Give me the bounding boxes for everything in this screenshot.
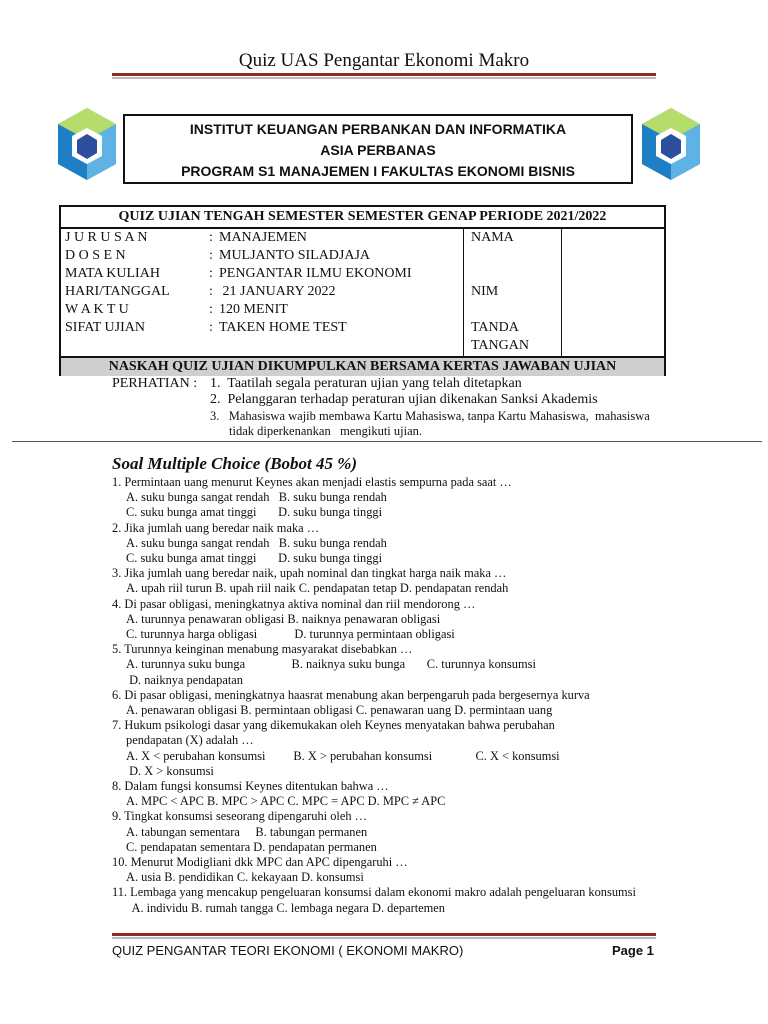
signature-field[interactable] (563, 319, 662, 355)
question-text: 4. Di pasar obligasi, meningkatnya aktiva nominal dan riil mendorong … (112, 596, 476, 611)
nama-label: NAMA (471, 230, 514, 245)
perhatian-item-3: 3. Mahasiswa wajib membawa Kartu Mahasiswa, tanpa Kartu Mahasiswa, mahasiswa (210, 409, 650, 423)
info-value-hari-tanggal: 21 JANUARY 2022 (219, 284, 336, 299)
institution-line-1: INSTITUT KEUANGAN PERBANKAN DAN INFORMATIKA (189, 121, 567, 137)
institution-logo-left (56, 106, 118, 182)
question-text: 2. Jika jumlah uang beredar naik maka … (112, 520, 320, 535)
question-text: 7. Hukum psikologi dasar yang dikemukakan oleh Keynes menyatakan bahwa perubahan (112, 718, 555, 733)
info-colon: : (209, 284, 213, 299)
answer-options: C. pendapatan sementara D. pendapatan permanen (126, 839, 377, 854)
info-label-jurusan: J U R U S A N (65, 230, 148, 245)
answer-options: C. suku bunga amat tinggi D. suku bunga tinggi (126, 505, 383, 520)
answer-options: A. usia B. pendidikan C. kekayaan D. konsumsi (126, 870, 364, 885)
question-text: 3. Jika jumlah uang beredar naik, upah nominal dan tingkat harga naik maka … (112, 566, 507, 581)
info-value-waktu: 120 MENIT (219, 302, 288, 317)
info-label-waktu: W A K T U (65, 302, 129, 317)
table-divider-1 (463, 229, 464, 356)
answer-options: A. turunnya penawaran obligasi B. naiknya penawaran obligasi (126, 611, 441, 626)
answer-options: A. X < perubahan konsumsi B. X > perubahan konsumsi C. X < konsumsi (126, 748, 560, 763)
info-label-mata-kuliah: MATA KULIAH (65, 266, 160, 281)
perhatian-item-1: 1. Taatilah segala peraturan ujian yang telah ditetapkan (210, 376, 522, 391)
institution-box (123, 114, 633, 184)
answer-options: A. upah riil turun B. upah riil naik C. pendapatan tetap D. pendapatan rendah (126, 581, 509, 596)
answer-options: pendapatan (X) adalah … (126, 733, 254, 748)
answer-options: A. suku bunga sangat rendah B. suku bunga rendah (126, 535, 387, 550)
info-value-mata-kuliah: PENGANTAR ILMU EKONOMI (219, 266, 412, 281)
question-text: 9. Tingkat konsumsi seseorang dipengaruhi oleh … (112, 809, 368, 824)
perhatian-label: PERHATIAN : (112, 376, 198, 391)
section-title: Soal Multiple Choice (Bobot 45 %) (112, 454, 358, 473)
info-label-sifat-ujian: SIFAT UJIAN (65, 320, 145, 335)
info-label-hari-tanggal: HARI/TANGGAL (65, 284, 170, 299)
nim-label: NIM (471, 284, 499, 299)
question-text: 6. Di pasar obligasi, meningkatnya haasrat menabung akan berpengaruh pada bergesernya kurva (112, 687, 590, 702)
question-text: 1. Permintaan uang menurut Keynes akan menjadi elastis sempurna pada saat … (112, 475, 512, 489)
footer-rule-grey (112, 937, 656, 939)
answer-options: C. turunnya harga obligasi D. turunnya permintaan obligasi (126, 627, 455, 641)
page-number: Page 1 (612, 943, 654, 958)
exam-info-table (59, 205, 666, 376)
exam-info-title: QUIZ UJIAN TENGAH SEMESTER SEMESTER GENAP PERIODE 2021/2022 (61, 207, 664, 229)
exam-info-footer: NASKAH QUIZ UJIAN DIKUMPULKAN BERSAMA KERTAS JAWABAN UJIAN (61, 356, 664, 376)
info-label-dosen: D O S E N (65, 248, 126, 263)
info-value-dosen: MULJANTO SILADJAJA (219, 248, 371, 263)
footer-rule-red (112, 933, 656, 936)
nama-field[interactable] (563, 229, 662, 289)
nim-field[interactable] (563, 289, 662, 317)
answer-options: A. individu B. rumah tangga C. lembaga negara D. departemen (126, 900, 445, 915)
page-header-title: Quiz UAS Pengantar Ekonomi Makro (238, 50, 530, 71)
answer-options: A. tabungan sementara B. tabungan permanen (126, 824, 368, 839)
info-colon: : (209, 320, 213, 335)
answer-options: A. MPC < APC B. MPC > APC C. MPC = APC D. MPC ≠ APC (126, 794, 446, 809)
perhatian-item-2: 2. Pelanggaran terhadap peraturan ujian dikenakan Sanksi Akademis (210, 392, 598, 407)
header-rule-grey (112, 77, 656, 79)
footer-text: QUIZ PENGANTAR TEORI EKONOMI ( EKONOMI MAKRO) (112, 943, 464, 958)
institution-line-2: ASIA PERBANAS (320, 142, 436, 158)
perhatian-item-3-cont: tidak diperkenankan mengikuti ujian. (229, 424, 423, 438)
question-text: 5. Turunnya keinginan menabung masyarakat disebabkan … (112, 642, 413, 657)
table-divider-2 (561, 229, 562, 356)
answer-options: C. suku bunga amat tinggi D. suku bunga tinggi (126, 551, 383, 565)
answer-options: A. penawaran obligasi B. permintaan obligasi C. penawaran uang D. permintaan uang (126, 703, 553, 717)
info-colon: : (209, 266, 213, 281)
answer-options: D. naiknya pendapatan (126, 672, 243, 687)
info-colon: : (209, 248, 213, 263)
info-colon: : (209, 302, 213, 317)
question-text: 8. Dalam fungsi konsumsi Keynes ditentukan bahwa … (112, 779, 389, 793)
tanda-label: TANDA (471, 320, 519, 335)
institution-logo-right (640, 106, 702, 182)
info-value-jurusan: MANAJEMEN (219, 230, 307, 245)
question-text: 11. Lembaga yang mencakup pengeluaran konsumsi dalam ekonomi makro adalah pengeluaran konsumsi (112, 885, 636, 900)
question-text: 10. Menurut Modigliani dkk MPC dan APC dipengaruhi … (112, 855, 408, 869)
answer-options: A. turunnya suku bunga B. naiknya suku bunga C. turunnya konsumsi (126, 657, 536, 672)
answer-options: D. X > konsumsi (126, 763, 214, 778)
tangan-label: TANGAN (471, 338, 529, 353)
info-value-sifat-ujian: TAKEN HOME TEST (219, 320, 347, 335)
header-rule-red (112, 73, 656, 76)
answer-options: A. suku bunga sangat rendah B. suku bunga rendah (126, 490, 387, 505)
institution-line-3: PROGRAM S1 MANAJEMEN I FAKULTAS EKONOMI BISNIS (181, 163, 575, 179)
info-colon: : (209, 230, 213, 245)
section-divider (12, 441, 762, 442)
